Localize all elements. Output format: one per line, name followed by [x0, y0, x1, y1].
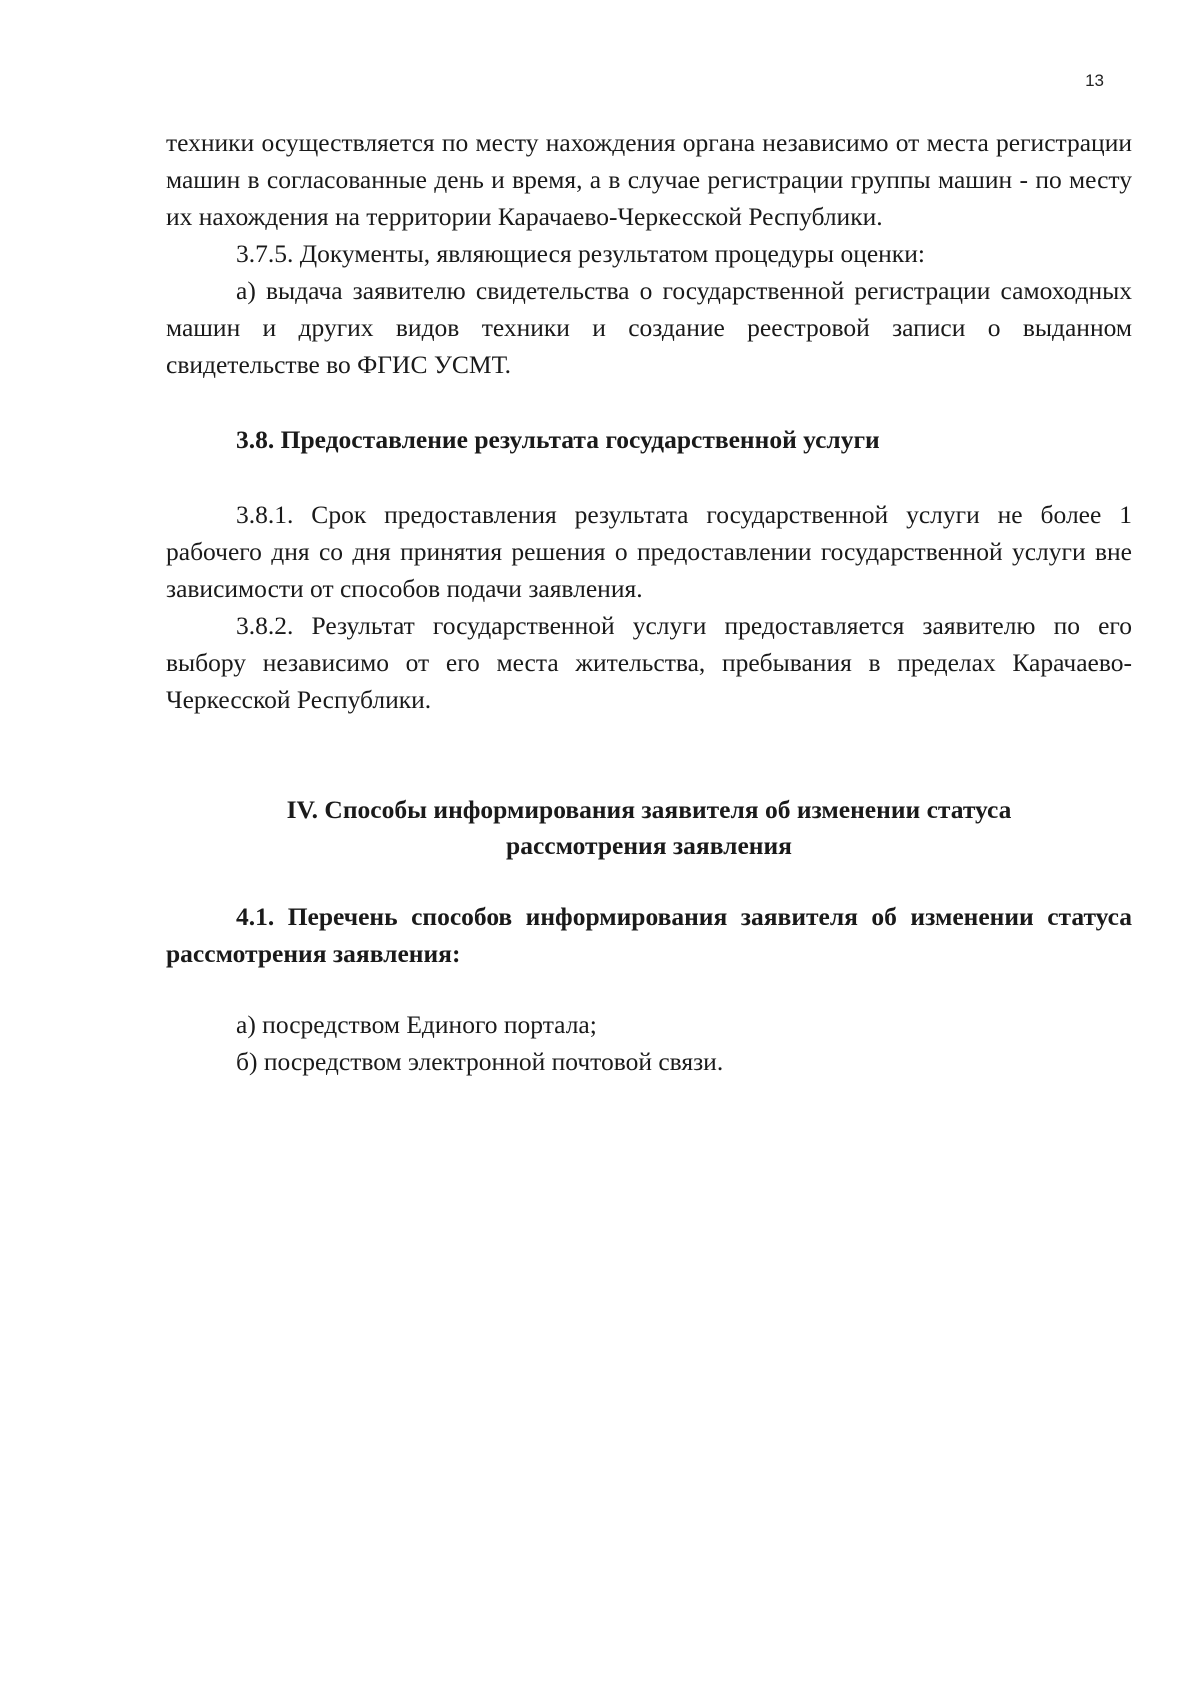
- section-heading-iv-line1: IV. Способы информирования заявителя об изменении статуса: [286, 795, 1012, 824]
- document-body: [166, 124, 1132, 1080]
- section-heading-4-1: 4.1. Перечень способов информирования заявителя об изменении статуса рассмотрения заявления:: [166, 902, 1132, 968]
- section-heading-iv-line2: рассмотрения заявления: [506, 831, 792, 860]
- paragraph-continuation: техники осуществляется по месту нахождения органа независимо от места регистрации машин в согласованные день и время, а в случае регистрации группы машин - по месту их нахождения на территории Карачаево-Черкесской Республики.: [166, 128, 1132, 231]
- paragraph-3-8-1: 3.8.1. Срок предоставления результата государственной услуги не более 1 рабочего дня со дня принятия решения о предоставлении государственной услуги вне зависимости от способов подачи заявления.: [166, 500, 1132, 603]
- paragraph-3-8-2: 3.8.2. Результат государственной услуги предоставляется заявителю по его выбору независимо от его места жительства, пребывания в пределах Карачаево-Черкесской Республики.: [166, 611, 1132, 714]
- page-number: 13: [1085, 71, 1104, 90]
- paragraph-3-7-5: 3.7.5. Документы, являющиеся результатом процедуры оценки:: [236, 239, 925, 268]
- section-heading-iv: [166, 792, 1132, 864]
- list-item-a: а) посредством Единого портала;: [236, 1010, 597, 1039]
- list-item-b: б) посредством электронной почтовой связи.: [236, 1047, 724, 1076]
- section-heading-3-8: 3.8. Предоставление результата государственной услуги: [236, 425, 880, 454]
- paragraph-3-7-5-a: а) выдача заявителю свидетельства о государственной регистрации самоходных машин и других видов техники и создание реестровой записи о выданном свидетельстве во ФГИС УСМТ.: [166, 276, 1132, 379]
